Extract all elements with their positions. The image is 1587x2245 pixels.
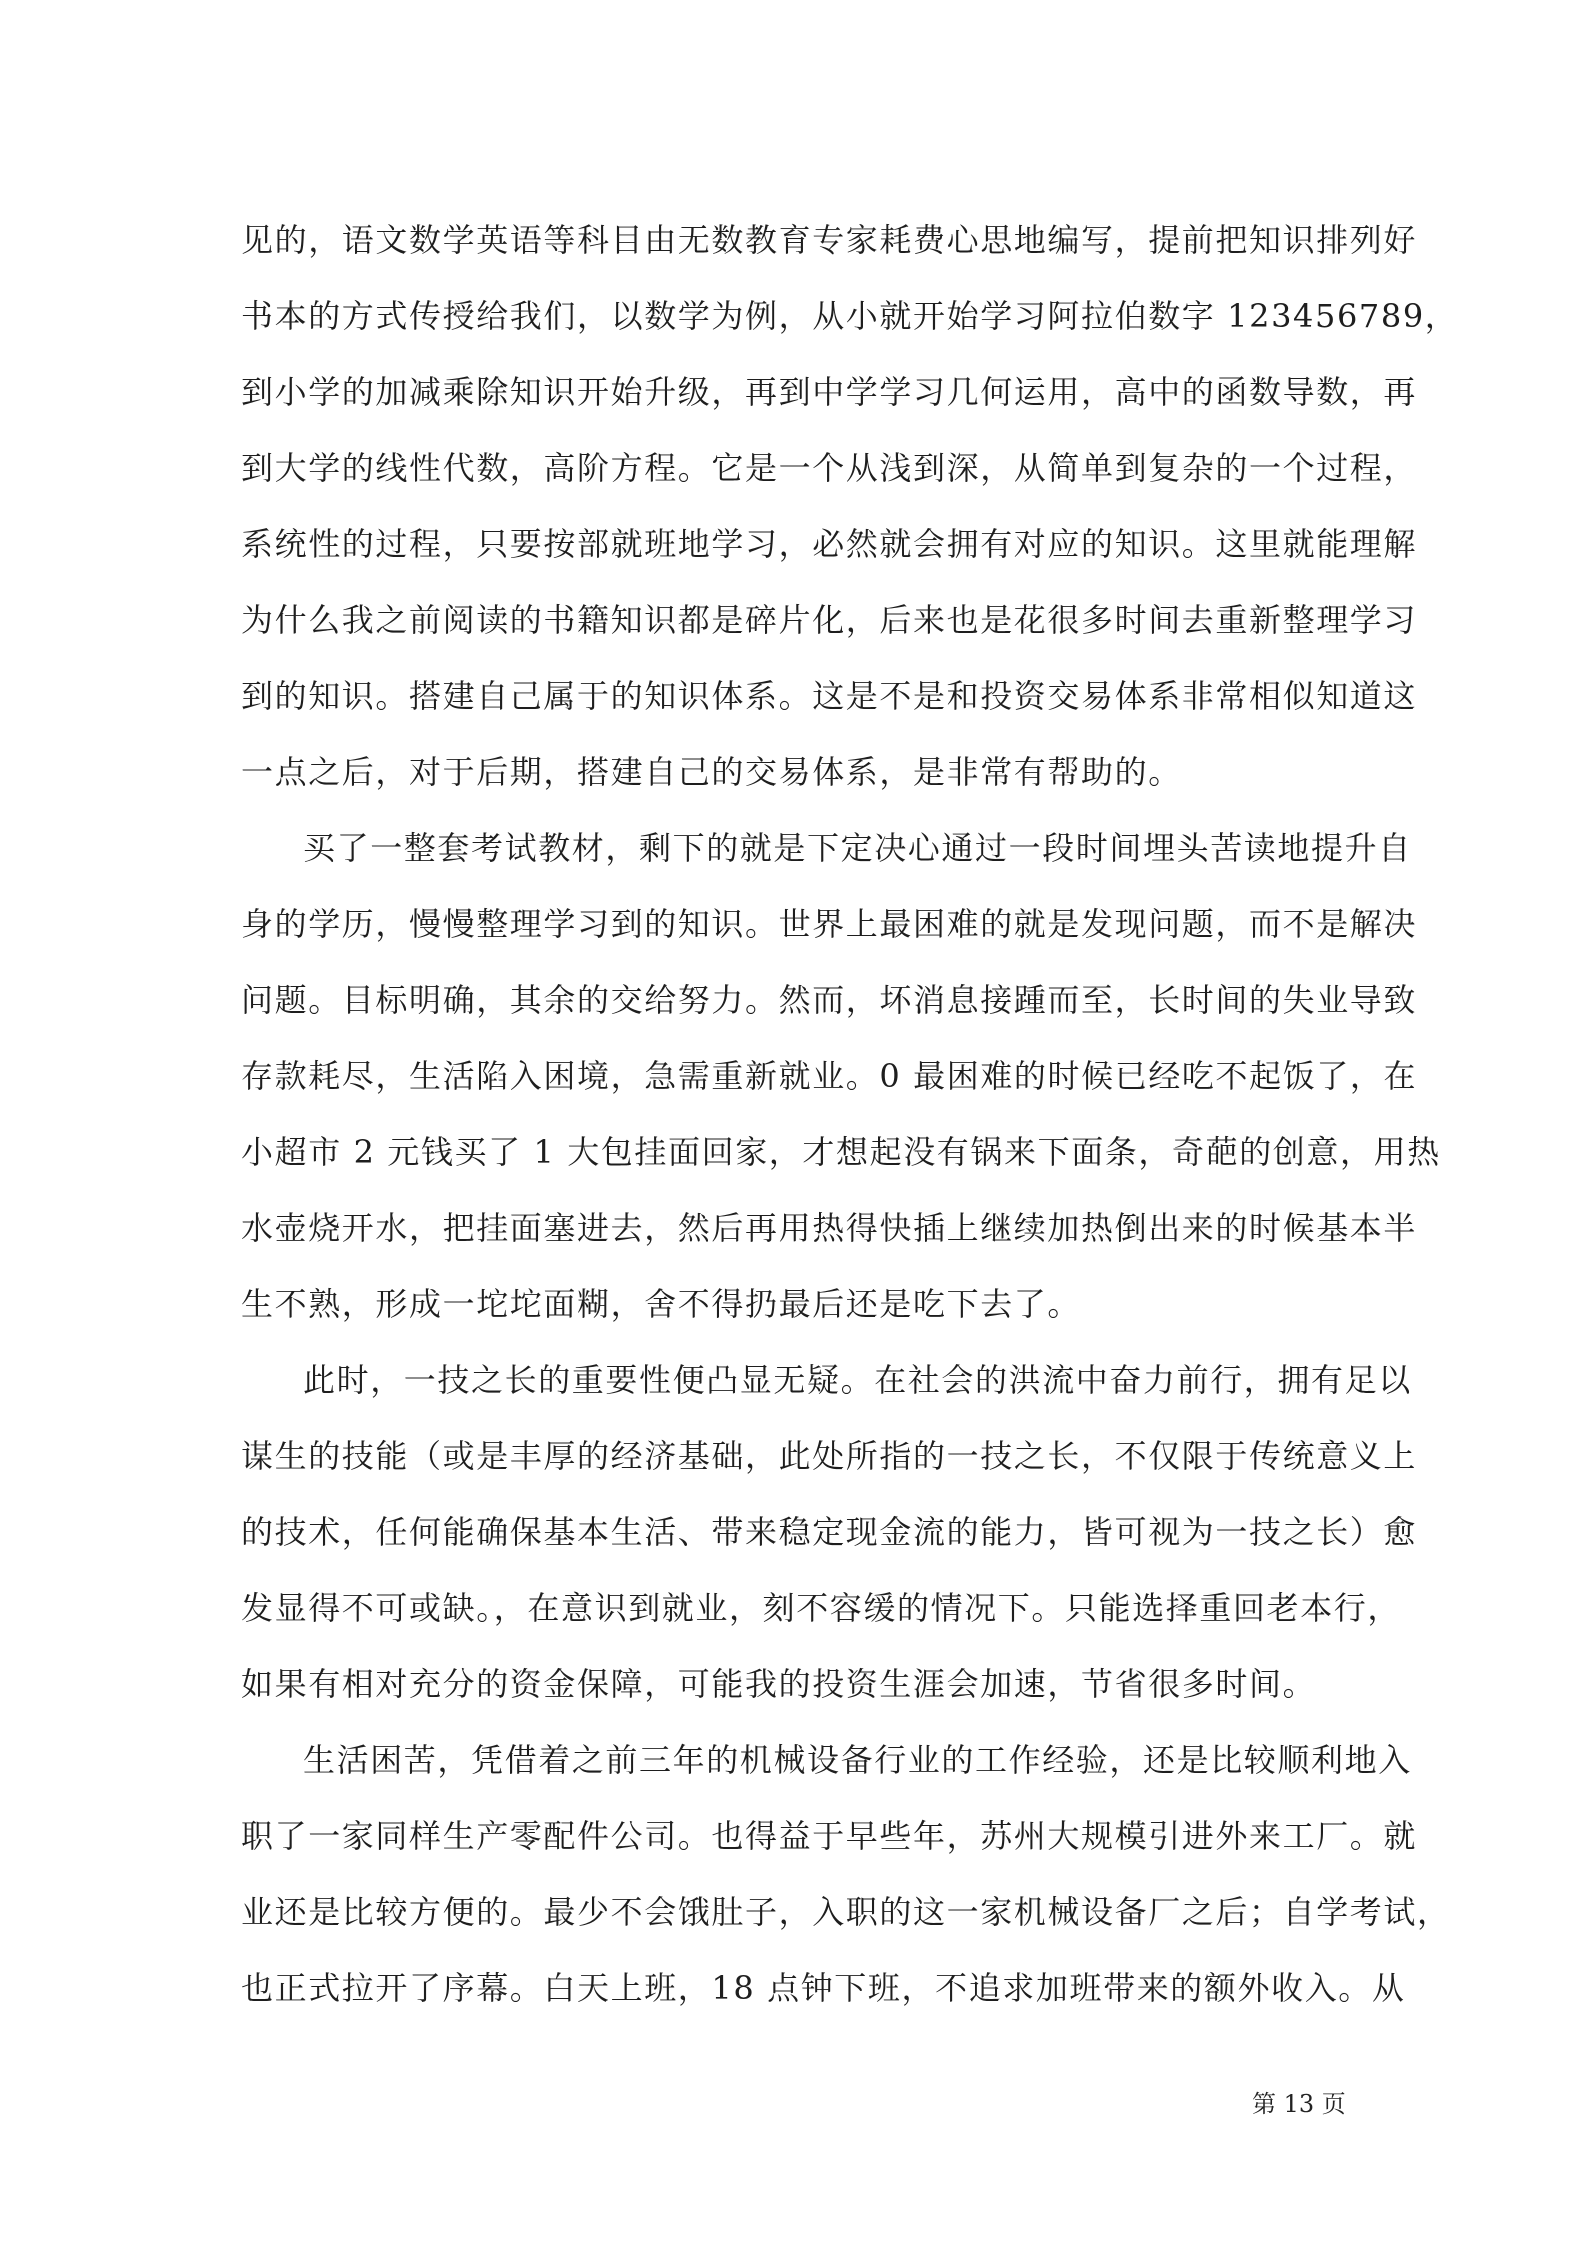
body-text <box>241 218 1459 2042</box>
text-line: 一点之后，对于后期，搭建自己的交易体系，是非常有帮助的。 <box>241 753 1182 791</box>
text-line: 问题。目标明确，其余的交给努力。然而，坏消息接踵而至，长时间的失业导致 <box>241 981 1418 1019</box>
text-line: 也正式拉开了序幕。白天上班，18 点钟下班，不追求加班带来的额外收入。从 <box>241 1969 1406 2007</box>
text-line: 存款耗尽，生活陷入困境，急需重新就业。0 最困难的时候已经吃不起饭了，在 <box>241 1057 1418 1095</box>
text-line: 水壶烧开水，把挂面塞进去，然后再用热得快插上继续加热倒出来的时候基本半 <box>241 1209 1418 1247</box>
text-line: 到的知识。搭建自己属于的知识体系。这是不是和投资交易体系非常相似知道这 <box>241 677 1418 715</box>
text-line: 此时，一技之长的重要性便凸显无疑。在社会的洪流中奋力前行，拥有足以 <box>303 1361 1412 1399</box>
text-line: 生不熟，形成一坨坨面糊，舍不得扔最后还是吃下去了。 <box>241 1285 1082 1323</box>
text-line: 见的，语文数学英语等科目由无数教育专家耗费心思地编写，提前把知识排列好 <box>241 221 1418 259</box>
text-line: 为什么我之前阅读的书籍知识都是碎片化，后来也是花很多时间去重新整理学习 <box>241 601 1418 639</box>
text-line: 到小学的加减乘除知识开始升级，再到中学学习几何运用，高中的函数导数，再 <box>241 373 1418 411</box>
text-line: 的技术，任何能确保基本生活、带来稳定现金流的能力，皆可视为一技之长）愈 <box>241 1513 1418 1551</box>
text-line: 谋生的技能（或是丰厚的经济基础，此处所指的一技之长，不仅限于传统意义上 <box>241 1437 1418 1475</box>
page-number: 第 13 页 <box>1252 2090 1346 2118</box>
text-line: 发显得不可或缺。，在意识到就业，刻不容缓的情况下。只能选择重回老本行， <box>241 1589 1402 1627</box>
text-line: 到大学的线性代数，高阶方程。它是一个从浅到深，从简单到复杂的一个过程， <box>241 449 1418 487</box>
text-line: 小超市 2 元钱买了 1 大包挂面回家，才想起没有锅来下面条，奇葩的创意，用热 <box>241 1133 1441 1171</box>
text-line: 业还是比较方便的。最少不会饿肚子，入职的这一家机械设备厂之后；自学考试， <box>241 1893 1451 1931</box>
text-line: 买了一整套考试教材，剩下的就是下定决心通过一段时间埋头苦读地提升自 <box>303 829 1412 867</box>
text-line: 生活困苦，凭借着之前三年的机械设备行业的工作经验，还是比较顺利地入 <box>303 1741 1412 1779</box>
text-line: 如果有相对充分的资金保障，可能我的投资生涯会加速，节省很多时间。 <box>241 1665 1317 1703</box>
text-line: 书本的方式传授给我们，以数学为例，从小就开始学习阿拉伯数字 123456789， <box>241 297 1459 335</box>
text-line: 身的学历，慢慢整理学习到的知识。世界上最困难的就是发现问题，而不是解决 <box>241 905 1418 943</box>
text-line: 系统性的过程，只要按部就班地学习，必然就会拥有对应的知识。这里就能理解 <box>241 525 1418 563</box>
text-line: 职了一家同样生产零配件公司。也得益于早些年，苏州大规模引进外来工厂。就 <box>241 1817 1418 1855</box>
